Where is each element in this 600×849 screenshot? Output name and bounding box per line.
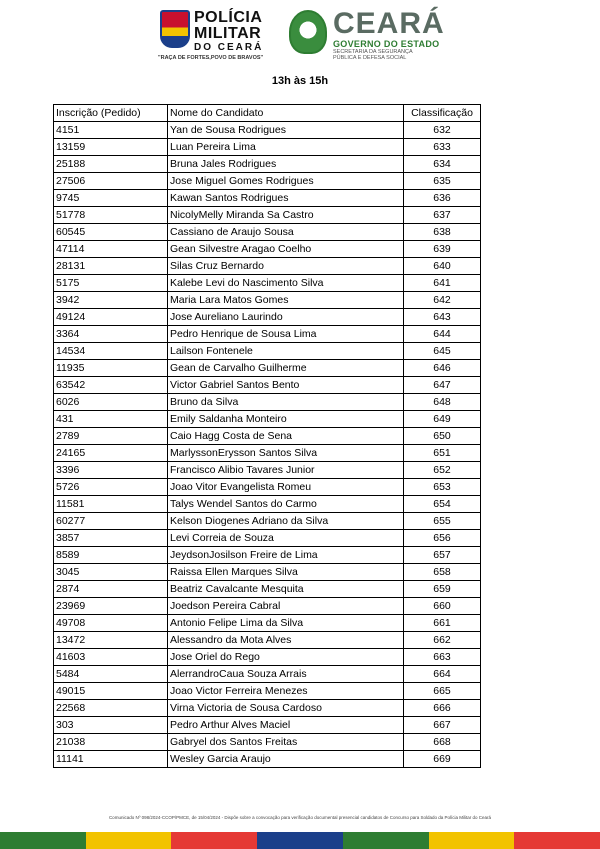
cell-nome: AlerrandroCaua Souza Arrais [168,666,404,683]
cell-nome: Luan Pereira Lima [168,139,404,156]
pm-motto: "RAÇA DE FORTES,POVO DE BRAVOS" [158,55,264,61]
table-row [54,394,481,411]
cell-classificacao: 658 [404,564,481,581]
cell-inscricao: 13472 [54,632,168,649]
cell-nome: Pedro Henrique de Sousa Lima [168,326,404,343]
cell-inscricao: 49708 [54,615,168,632]
cell-nome: Raissa Ellen Marques Silva [168,564,404,581]
cell-inscricao: 60277 [54,513,168,530]
cell-classificacao: 663 [404,649,481,666]
cell-nome: Emily Saldanha Monteiro [168,411,404,428]
table-row [54,377,481,394]
table-row [54,343,481,360]
cell-nome: Bruno da Silva [168,394,404,411]
cell-nome: Joao Victor Ferreira Menezes [168,683,404,700]
cell-classificacao: 638 [404,224,481,241]
cell-inscricao: 431 [54,411,168,428]
table-row [54,615,481,632]
table-row [54,751,481,768]
cell-classificacao: 634 [404,156,481,173]
table-row [54,479,481,496]
table-row [54,734,481,751]
table-row [54,428,481,445]
table-row [54,632,481,649]
cell-classificacao: 655 [404,513,481,530]
cell-inscricao: 28131 [54,258,168,275]
cell-nome: Antonio Felipe Lima da Silva [168,615,404,632]
ceara-government-logo [289,7,445,62]
table-row [54,530,481,547]
table-row [54,326,481,343]
footer-color-segment [86,832,172,849]
cell-nome: Maria Lara Matos Gomes [168,292,404,309]
cell-classificacao: 649 [404,411,481,428]
pm-shield-icon [160,10,190,48]
footer-color-segment [514,832,600,849]
cell-nome: Kalebe Levi do Nascimento Silva [168,275,404,292]
table-row [54,207,481,224]
cell-inscricao: 51778 [54,207,168,224]
cell-nome: Gean de Carvalho Guilherme [168,360,404,377]
cell-classificacao: 637 [404,207,481,224]
cell-classificacao: 642 [404,292,481,309]
cell-inscricao: 23969 [54,598,168,615]
cell-inscricao: 11141 [54,751,168,768]
table-row [54,598,481,615]
table-row [54,683,481,700]
cell-classificacao: 656 [404,530,481,547]
pm-logo-line2: MILITAR [194,25,262,42]
cell-classificacao: 650 [404,428,481,445]
table-row [54,360,481,377]
table-row [54,700,481,717]
cell-inscricao: 5484 [54,666,168,683]
table-row [54,513,481,530]
cell-inscricao: 6026 [54,394,168,411]
cell-classificacao: 651 [404,445,481,462]
cell-nome: Talys Wendel Santos do Carmo [168,496,404,513]
cell-classificacao: 635 [404,173,481,190]
cell-inscricao: 49124 [54,309,168,326]
cell-nome: Cassiano de Araujo Sousa [168,224,404,241]
header-classificacao: Classificação [404,105,481,122]
cell-nome: Victor Gabriel Santos Bento [168,377,404,394]
cell-classificacao: 645 [404,343,481,360]
cell-classificacao: 647 [404,377,481,394]
table-body [54,122,481,768]
cell-nome: Silas Cruz Bernardo [168,258,404,275]
cell-inscricao: 8589 [54,547,168,564]
cell-classificacao: 646 [404,360,481,377]
footer-color-bar [0,832,600,849]
table-row [54,173,481,190]
table-row [54,241,481,258]
cell-inscricao: 25188 [54,156,168,173]
table-row [54,666,481,683]
table-row [54,258,481,275]
cell-nome: Lailson Fontenele [168,343,404,360]
cell-nome: JeydsonJosilson Freire de Lima [168,547,404,564]
cell-classificacao: 667 [404,717,481,734]
cell-inscricao: 11935 [54,360,168,377]
footer-note: Comunicado Nº 098/2024-CCOP/PMCE, de 15/04/2024 - Dispõe sobre a convocação para verificação documental presencial candidatos de Concurso para Soldado da Polícia Militar do Ceará [108,815,492,820]
cell-nome: Jose Miguel Gomes Rodrigues [168,173,404,190]
cell-nome: Francisco Alibio Tavares Junior [168,462,404,479]
cell-classificacao: 636 [404,190,481,207]
table-row [54,717,481,734]
cell-classificacao: 659 [404,581,481,598]
cell-classificacao: 640 [404,258,481,275]
cell-classificacao: 632 [404,122,481,139]
table-row [54,496,481,513]
cell-inscricao: 3045 [54,564,168,581]
cell-classificacao: 662 [404,632,481,649]
cell-inscricao: 4151 [54,122,168,139]
footer-color-segment [429,832,515,849]
cell-inscricao: 5726 [54,479,168,496]
cell-inscricao: 22568 [54,700,168,717]
cell-classificacao: 661 [404,615,481,632]
cell-classificacao: 669 [404,751,481,768]
table-row [54,547,481,564]
cell-inscricao: 9745 [54,190,168,207]
footer-color-segment [257,832,343,849]
cell-classificacao: 644 [404,326,481,343]
cell-classificacao: 652 [404,462,481,479]
header [0,8,600,68]
table-header-row [54,105,481,122]
candidates-table [53,104,481,768]
cell-nome: Joao Vitor Evangelista Romeu [168,479,404,496]
cell-inscricao: 49015 [54,683,168,700]
cell-nome: Yan de Sousa Rodrigues [168,122,404,139]
cell-nome: Pedro Arthur Alves Maciel [168,717,404,734]
cell-classificacao: 653 [404,479,481,496]
cell-nome: Wesley Garcia Araujo [168,751,404,768]
cell-nome: Gabryel dos Santos Freitas [168,734,404,751]
cell-nome: Levi Correia de Souza [168,530,404,547]
cell-inscricao: 47114 [54,241,168,258]
cell-inscricao: 2789 [54,428,168,445]
table-row [54,462,481,479]
cell-classificacao: 666 [404,700,481,717]
cell-inscricao: 24165 [54,445,168,462]
cell-inscricao: 14534 [54,343,168,360]
cell-inscricao: 41603 [54,649,168,666]
cell-nome: Gean Silvestre Aragao Coelho [168,241,404,258]
cell-nome: Bruna Jales Rodrigues [168,156,404,173]
ceara-logo-sec-line2: PÚBLICA E DEFESA SOCIAL [333,55,407,62]
footer-color-segment [0,832,86,849]
cell-nome: Beatriz Cavalcante Mesquita [168,581,404,598]
cell-inscricao: 3857 [54,530,168,547]
cell-inscricao: 21038 [54,734,168,751]
header-inscricao: Inscrição (Pedido) [54,105,168,122]
cell-inscricao: 5175 [54,275,168,292]
cell-inscricao: 13159 [54,139,168,156]
page-title: 13h às 15h [271,75,329,87]
table-row [54,581,481,598]
cell-nome: MarlyssonErysson Santos Silva [168,445,404,462]
ceara-logo-name: CEARÁ [333,7,445,40]
cell-classificacao: 664 [404,666,481,683]
pm-logo-line3: DO CEARÁ [194,42,264,53]
cell-inscricao: 63542 [54,377,168,394]
table-row [54,190,481,207]
footer-color-segment [171,832,257,849]
cell-classificacao: 633 [404,139,481,156]
table-row [54,224,481,241]
cell-nome: Virna Victoria de Sousa Cardoso [168,700,404,717]
cell-classificacao: 641 [404,275,481,292]
cell-nome: Alessandro da Mota Alves [168,632,404,649]
header-nome: Nome do Candidato [168,105,404,122]
cell-inscricao: 3364 [54,326,168,343]
policia-militar-logo [160,10,263,53]
table-row [54,292,481,309]
cell-classificacao: 665 [404,683,481,700]
cell-nome: Jose Oriel do Rego [168,649,404,666]
table-row [54,122,481,139]
cell-nome: Kelson Diogenes Adriano da Silva [168,513,404,530]
cell-inscricao: 2874 [54,581,168,598]
cell-inscricao: 60545 [54,224,168,241]
cell-classificacao: 654 [404,496,481,513]
cell-inscricao: 3396 [54,462,168,479]
table-row [54,445,481,462]
cell-inscricao: 11581 [54,496,168,513]
pm-logo-line1: POLÍCIA [194,9,263,26]
cell-classificacao: 639 [404,241,481,258]
ceara-logo-gov: GOVERNO DO ESTADO [333,38,440,49]
cell-inscricao: 3942 [54,292,168,309]
table-row [54,564,481,581]
cell-classificacao: 643 [404,309,481,326]
cell-nome: Caio Hagg Costa de Sena [168,428,404,445]
table-row [54,309,481,326]
cell-classificacao: 648 [404,394,481,411]
cell-classificacao: 657 [404,547,481,564]
cell-inscricao: 303 [54,717,168,734]
cell-inscricao: 27506 [54,173,168,190]
table-row [54,411,481,428]
cell-nome: Jose Aureliano Laurindo [168,309,404,326]
cell-classificacao: 660 [404,598,481,615]
table-row [54,139,481,156]
ceara-seal-icon [289,10,327,54]
table-row [54,649,481,666]
table-row [54,156,481,173]
footer-color-segment [343,832,429,849]
cell-classificacao: 668 [404,734,481,751]
cell-nome: Joedson Pereira Cabral [168,598,404,615]
cell-nome: NicolyMelly Miranda Sa Castro [168,207,404,224]
ceara-logo-sec-line1: SECRETARIA DA SEGURANÇA [333,48,413,55]
table-row [54,275,481,292]
cell-nome: Kawan Santos Rodrigues [168,190,404,207]
